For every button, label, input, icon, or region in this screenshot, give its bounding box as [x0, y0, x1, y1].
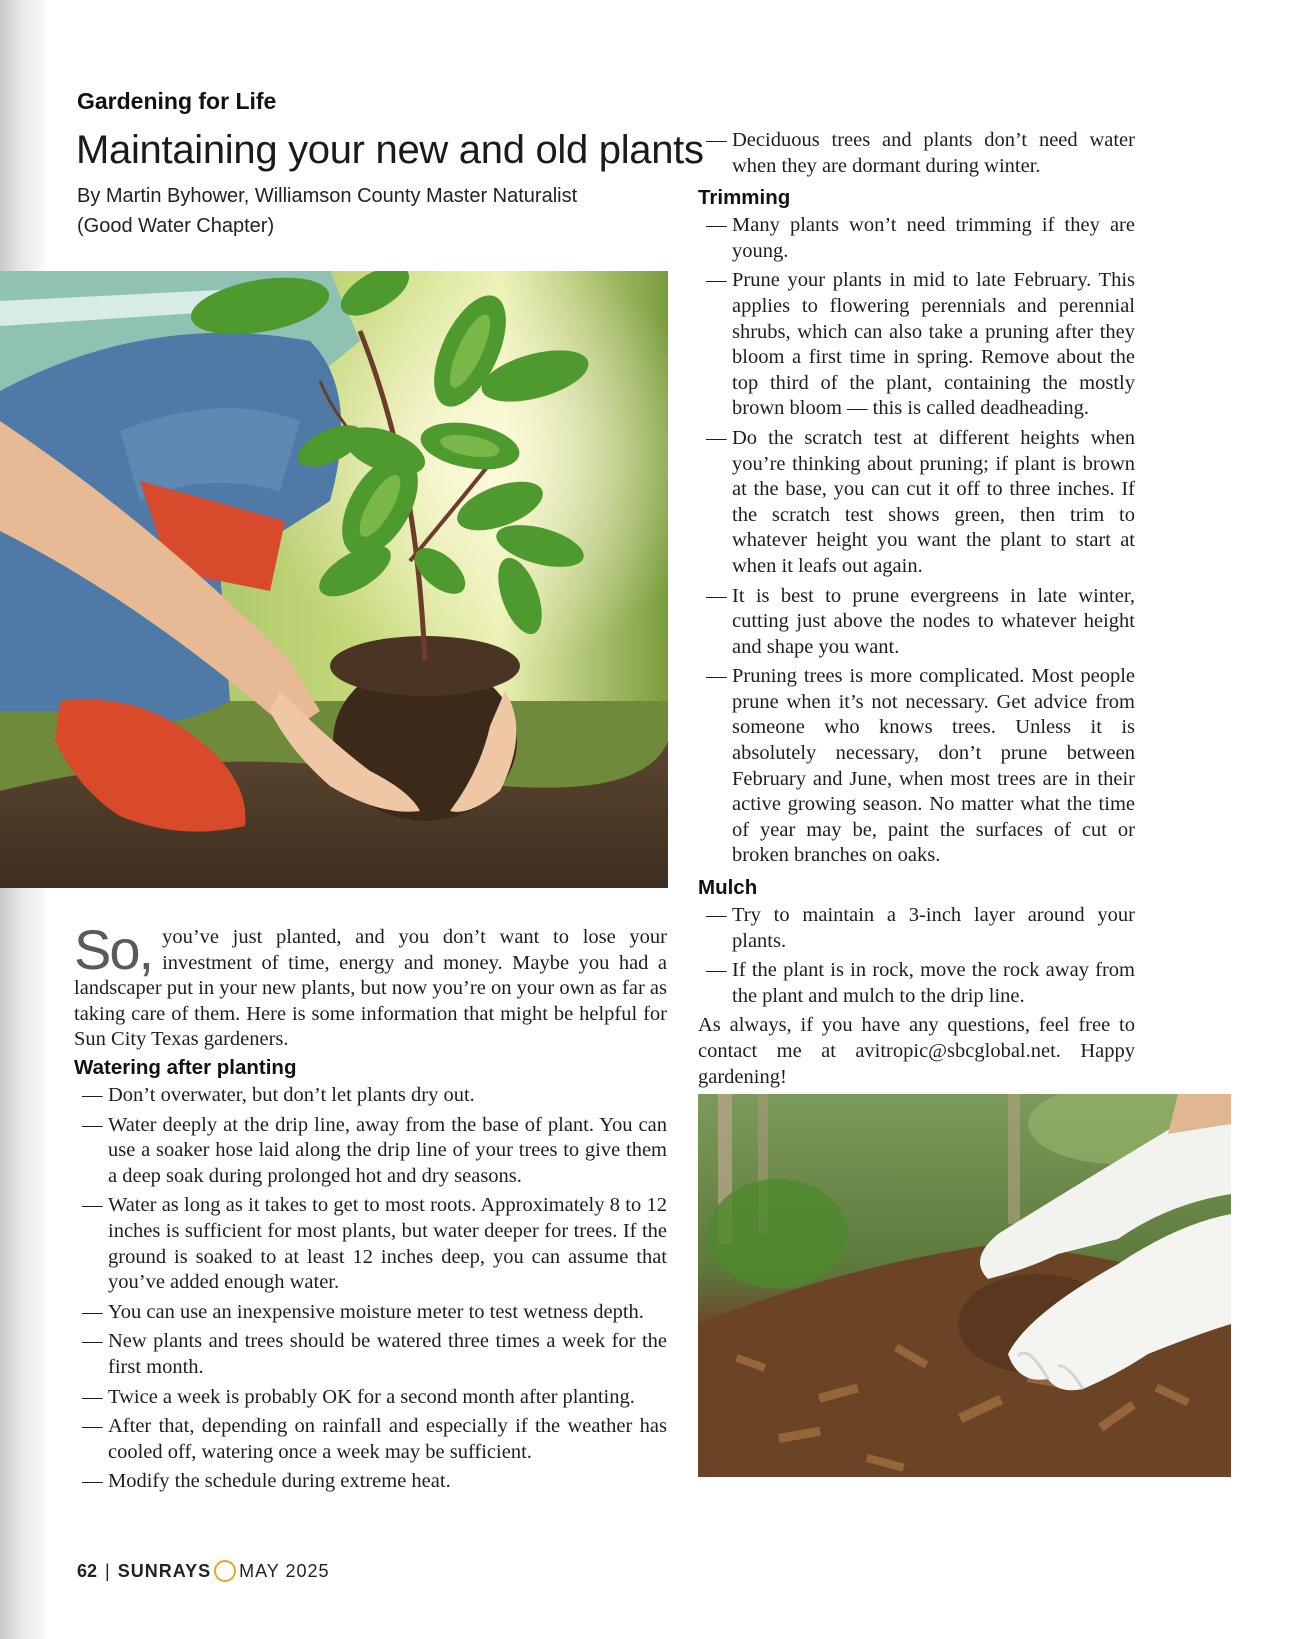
- intro-text: you’ve just planted, and you don’t want to lose your investment of time, energy and money. Maybe you had a landscaper put in your new plants, but now you’re on your own as far as taking care of them. Here is some information that might be helpful for Sun City Texas gardeners.: [74, 926, 667, 1051]
- watering-list: [74, 1083, 667, 1495]
- trimming-heading: Trimming: [698, 186, 791, 210]
- left-column: [74, 918, 667, 1499]
- sun-ring-logo-icon: [214, 1560, 236, 1582]
- list-item: — Twice a week is probably OK for a second month after planting.: [74, 1385, 667, 1411]
- section-title: Gardening for Life: [77, 88, 277, 114]
- list-item: — Pruning trees is more complicated. Most people prune when it’s not necessary. Get advice from someone who knows trees. Unless it is absolutely necessary, don’t prune between February and June, when most trees are in their active growing season. No matter what the time of year may be, paint the surfaces of cut or broken branches on oaks.: [698, 664, 1135, 869]
- watering-list-continued: [698, 128, 1135, 179]
- list-item: — After that, depending on rainfall and especially if the weather has cooled off, watering once a week may be sufficient.: [74, 1414, 667, 1465]
- article-headline: Maintaining your new and old plants: [76, 128, 704, 172]
- list-item: — Prune your plants in mid to late February. This applies to flowering perennials and perennial shrubs, which can also take a pruning after they bloom a first time in spring. Remove about the top third of the plant, containing the mostly brown bloom — this is called deadheading.: [698, 268, 1135, 422]
- list-item: — Try to maintain a 3-inch layer around your plants.: [698, 903, 1135, 954]
- list-item: — It is best to prune evergreens in late winter, cutting just above the nodes to whatever height and shape you want.: [698, 584, 1135, 661]
- intro-paragraph: [74, 918, 667, 1053]
- right-column: [698, 128, 1135, 1090]
- list-item: — Water as long as it takes to get to most roots. Approximately 8 to 12 inches is sufficient for most plants, but water deeper for trees. If the ground is soaked to at least 12 inches deep, you can assume that you’ve added enough water.: [74, 1193, 667, 1295]
- list-item: — You can use an inexpensive moisture meter to test wetness depth.: [74, 1300, 667, 1326]
- article-byline: By Martin Byhower, Williamson County Master Naturalist (Good Water Chapter): [77, 185, 578, 237]
- list-item: — New plants and trees should be watered three times a week for the first month.: [74, 1329, 667, 1380]
- planting-photo: [0, 271, 668, 888]
- list-item: — Deciduous trees and plants don’t need water when they are dormant during winter.: [698, 128, 1135, 179]
- page-number: 62: [77, 1560, 98, 1581]
- closing-paragraph: As always, if you have any questions, feel free to contact me at avitropic@sbcglobal.net. Happy gardening!: [698, 1014, 1135, 1088]
- footer-separator: |: [105, 1560, 110, 1581]
- list-item: — If the plant is in rock, move the rock away from the plant and mulch to the drip line.: [698, 958, 1135, 1009]
- page-footer: [77, 1560, 329, 1582]
- mulch-photo: [698, 1094, 1231, 1477]
- mulch-list: [698, 903, 1135, 1009]
- list-item: — Do the scratch test at different heights when you’re thinking about pruning; if plant is brown at the base, you can cut it off to three inches. If the scratch test shows green, then trim to whatever height you want the plant to start at when it leafs out again.: [698, 426, 1135, 580]
- mulch-heading: Mulch: [698, 876, 758, 900]
- list-item: — Many plants won’t need trimming if they are young.: [698, 213, 1135, 264]
- list-item: — Don’t overwater, but don’t let plants dry out.: [74, 1083, 667, 1109]
- watering-heading: Watering after planting: [74, 1055, 297, 1079]
- list-item: — Water deeply at the drip line, away from the base of plant. You can use a soaker hose laid along the drip line of your trees to give them a deep soak during prolonged hot and dry seasons.: [74, 1113, 667, 1190]
- magazine-name: SUNRAYS: [117, 1560, 212, 1581]
- drop-cap: So,: [74, 918, 153, 981]
- list-item: — Modify the schedule during extreme heat.: [74, 1469, 667, 1495]
- issue-date: MAY 2025: [239, 1560, 330, 1581]
- trimming-list: [698, 213, 1135, 869]
